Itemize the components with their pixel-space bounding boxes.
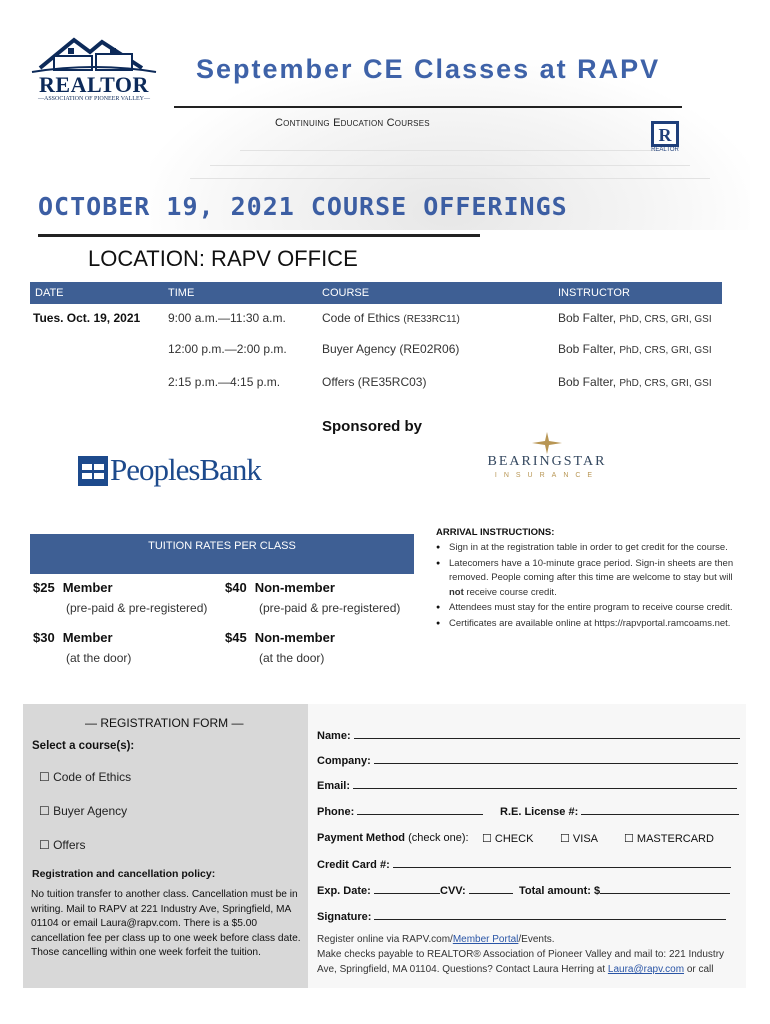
list-item: ● Sign in at the registration table in order to get credit for the course. (436, 541, 736, 556)
total-amount-field[interactable]: Total amount: $ (519, 884, 730, 897)
table-row (30, 375, 722, 395)
logo-wordmark: REALTOR (39, 72, 149, 97)
signature-field[interactable]: Signature: (317, 910, 726, 923)
payment-visa-option[interactable]: ☐ VISA (560, 833, 598, 845)
schedule-time: 2:15 p.m.—4:15 p.m. (168, 375, 281, 389)
title-divider (174, 106, 682, 108)
schedule-instructor: Bob Falter, PhD, CRS, GRI, GSI (558, 311, 712, 325)
exp-date-field[interactable]: Exp. Date: (317, 884, 440, 897)
select-course-label: Select a course(s): (32, 740, 135, 752)
registration-title: — REGISTRATION FORM — (85, 716, 244, 730)
course-checkbox-buyer-agency[interactable]: ☐ Buyer Agency (39, 804, 128, 818)
list-item: ● Latecomers have a 10-minute grace period. Sign-in sheets are then removed. People coming after this time are welcome to stay but will not receive course credit. (436, 557, 736, 601)
offerings-divider (38, 234, 480, 237)
schedule-time: 12:00 p.m.—2:00 p.m. (168, 342, 287, 356)
table-row (30, 342, 722, 362)
offerings-title: OCTOBER 19, 2021 COURSE OFFERINGS (38, 192, 568, 221)
payment-method-label: Payment Method (check one): (317, 832, 469, 844)
schedule-course: Code of Ethics (RE33RC11) (322, 311, 460, 325)
registration-left-panel (23, 704, 308, 988)
bearingstar-logo (452, 432, 642, 484)
tuition-item: $40 Non-member (225, 580, 335, 595)
page-line (210, 165, 690, 166)
peoplesbank-logo (78, 452, 278, 492)
sponsored-label: Sponsored by (322, 418, 423, 435)
registration-footer: Register online via RAPV.com/Member Portal/Events. Make checks payable to REALTOR® Association of Pioneer Valley and mail to: 221 Industry Ave, Springfield, MA 01104. Questions? Contact Laura Herring at Laura@rapv.com or call (317, 934, 725, 975)
header-time: TIME (168, 287, 195, 299)
schedule-course: Offers (RE35RC03) (322, 375, 427, 389)
list-item: ● Attendees must stay for the entire program to receive course credit. (436, 601, 736, 616)
tuition-item: $30 Member (33, 630, 113, 645)
page-subtitle: Continuing Education Courses (275, 117, 430, 129)
schedule-instructor: Bob Falter, PhD, CRS, GRI, GSI (558, 342, 712, 356)
company-field[interactable]: Company: (317, 754, 738, 767)
tuition-item: $25 Member (33, 580, 113, 595)
page-title: September CE Classes at RAPV (196, 54, 661, 84)
page-line (190, 178, 710, 179)
peoplesbank-wordmark: PeoplesBank (110, 452, 261, 487)
email-link[interactable]: Laura@rapv.com (607, 964, 685, 975)
realtor-logo (30, 34, 158, 110)
tuition-note: (pre-paid & pre-registered) (66, 601, 208, 615)
bearingstar-wordmark: BEARINGSTAR (487, 454, 607, 469)
realtor-r-badge (648, 120, 682, 154)
list-item: ● Certificates are available online at https://rapvportal.ramcoams.net. (436, 617, 736, 632)
policy-title: Registration and cancellation policy: (32, 868, 216, 880)
payment-mastercard-option[interactable]: ☐ MASTERCARD (624, 833, 714, 845)
schedule-header (30, 282, 722, 304)
badge-text: REALTOR (651, 147, 679, 153)
header-instructor: INSTRUCTOR (558, 287, 630, 299)
tuition-note: (at the door) (66, 651, 132, 665)
tuition-item: $45 Non-member (225, 630, 335, 645)
bearingstar-subtext: INSURANCE (494, 472, 600, 479)
credit-card-field[interactable]: Credit Card #: (317, 858, 731, 871)
arrival-instructions (436, 527, 736, 632)
location-heading: LOCATION: RAPV OFFICE (88, 246, 358, 271)
tuition-note: (at the door) (259, 651, 325, 665)
header-date: DATE (35, 287, 64, 299)
header-course: COURSE (322, 287, 370, 299)
payment-check-option[interactable]: ☐ CHECK (482, 833, 534, 845)
tuition-header: TUITION RATES PER CLASS (30, 534, 414, 574)
logo-subtext: —ASSOCIATION OF PIONEER VALLEY— (38, 96, 150, 102)
email-field[interactable]: Email: (317, 779, 737, 792)
schedule-instructor: Bob Falter, PhD, CRS, GRI, GSI (558, 375, 712, 389)
name-field[interactable]: Name: (317, 729, 740, 742)
tuition-note: (pre-paid & pre-registered) (259, 601, 401, 615)
cvv-field[interactable]: CVV: (440, 884, 513, 897)
schedule-time: 9:00 a.m.—11:30 a.m. (168, 311, 286, 325)
table-row (30, 311, 722, 331)
course-checkbox-offers[interactable]: ☐ Offers (39, 838, 86, 852)
phone-field[interactable]: Phone: (317, 805, 483, 818)
member-portal-link[interactable]: Member Portal (452, 934, 519, 945)
license-field[interactable]: R.E. License #: (500, 805, 739, 818)
arrival-title: ARRIVAL INSTRUCTIONS: (436, 527, 555, 538)
page-line (240, 150, 660, 151)
schedule-course: Buyer Agency (RE02R06) (322, 342, 460, 356)
svg-text:R: R (658, 125, 672, 145)
policy-text: No tuition transfer to another class. Cancellation must be in writing. Mail to RAPV at 221 Industry Ave, Springfield, MA 01104 or email Laura@rapv.com. There is a $5.00 cancellation fee per class up to one week before class date. Those cancelling within one week forfeit the tuition. (31, 889, 301, 958)
course-checkbox-ethics[interactable]: ☐ Code of Ethics (39, 770, 132, 784)
schedule-date: Tues. Oct. 19, 2021 (33, 311, 141, 325)
